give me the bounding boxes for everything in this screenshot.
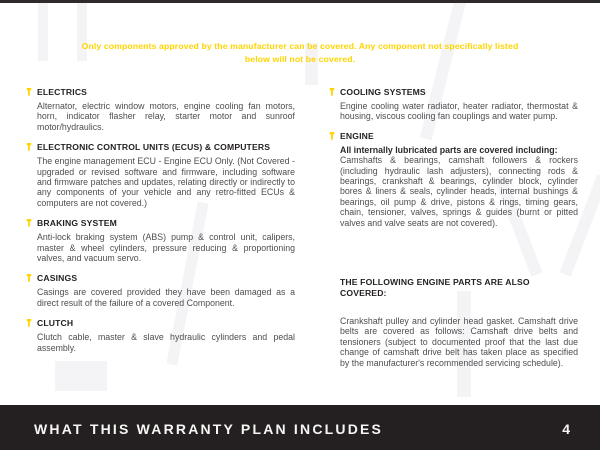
section-braking-system xyxy=(37,218,295,263)
spanner-icon xyxy=(26,319,32,328)
footer-title: WHAT THIS WARRANTY PLAN INCLUDES xyxy=(34,421,384,437)
section-casings xyxy=(37,273,295,308)
section-body: Anti-lock braking system (ABS) pump & control unit, calipers, master & wheel cylinders, pressure reducing & proportioning valves, and vacuum servo. xyxy=(37,232,295,264)
section-heading-label: CLUTCH xyxy=(37,318,74,329)
spanner-icon xyxy=(26,219,32,228)
footer-bar xyxy=(0,405,600,450)
section-clutch xyxy=(37,318,295,353)
page-number: 4 xyxy=(562,421,570,437)
section-heading xyxy=(340,131,578,142)
section-heading xyxy=(37,218,295,229)
section-body: Alternator, electric window motors, engine cooling fan motors, horn, indicator flasher relay, starter motor and sunroof motor/hydraulics. xyxy=(37,101,295,132)
section-heading-label: ELECTRONIC CONTROL UNITS (ECUS) & COMPUTERS xyxy=(37,142,271,153)
section-engine xyxy=(340,131,578,228)
section-heading xyxy=(340,87,578,98)
section-body: Engine cooling water radiator, heater radiator, thermostat & housing, viscous cooling fan couplings and water pump. xyxy=(340,101,578,122)
engine-intro-line: All internally lubricated parts are covered including: xyxy=(340,144,558,155)
approval-notice: Only components approved by the manufacturer can be covered. Any component not specifically listed below will not be covered. xyxy=(81,41,519,65)
section-heading-label: COOLING SYSTEMS xyxy=(340,87,426,97)
section-ecus-computers xyxy=(37,142,295,208)
spanner-icon xyxy=(329,88,335,97)
spanner-icon xyxy=(26,143,32,152)
also-covered-heading: THE FOLLOWING ENGINE PARTS ARE ALSO COVERED: xyxy=(340,277,530,299)
section-body: Casings are covered provided they have been damaged as a direct result of the failure of a covered Component. xyxy=(37,287,295,308)
section-body: The engine management ECU - Engine ECU Only. (Not Covered - upgraded or revised software and firmware, including software and firmware patches and updates, relating directly or indirectly to any components of your vehicle and any retro-fitted ECUs & computers are not covered.) xyxy=(37,156,295,208)
section-cooling-systems xyxy=(340,87,578,122)
column-left xyxy=(37,87,295,363)
section-heading xyxy=(37,318,295,329)
watermark-shape xyxy=(55,361,107,391)
spanner-icon xyxy=(26,88,32,97)
watermark-shape xyxy=(38,3,48,61)
section-body: Camshafts & bearings, camshaft followers & rockers (including hydraulic lash adjusters), connecting rods & bearings, crankshaft & bearings, cylinder block, cylinder bores & liners & seals, cylinder heads, internal bushings & bearings, oil pump & drive, pistons & rings, timing gears, chain, tensioner, valves, springs & guides (burnt or pitted valves and valve seats are not covered). xyxy=(340,155,578,228)
spanner-icon xyxy=(329,132,335,141)
section-body: Clutch cable, master & slave hydraulic cylinders and pedal assembly. xyxy=(37,332,295,353)
section-electrics xyxy=(37,87,295,132)
section-engine-parts-also-covered xyxy=(340,277,578,368)
also-covered-body: Crankshaft pulley and cylinder head gasket. Camshaft drive belts are covered as follows: Camshaft drive belts and tensioners (subject to documented proof that the last due change of camshaft drive belt has taken place as specified by the manufacturer's recommended servicing schedule). xyxy=(340,316,578,368)
section-heading-label: CASINGS xyxy=(37,273,78,284)
column-right xyxy=(340,87,578,368)
section-heading-label: ENGINE xyxy=(340,130,374,141)
section-heading-label: ELECTRICS xyxy=(37,87,88,97)
section-heading-label: BRAKING SYSTEM xyxy=(37,218,117,229)
spanner-icon xyxy=(26,274,32,283)
section-heading xyxy=(37,87,295,98)
section-heading xyxy=(37,142,295,153)
section-heading xyxy=(37,273,295,284)
